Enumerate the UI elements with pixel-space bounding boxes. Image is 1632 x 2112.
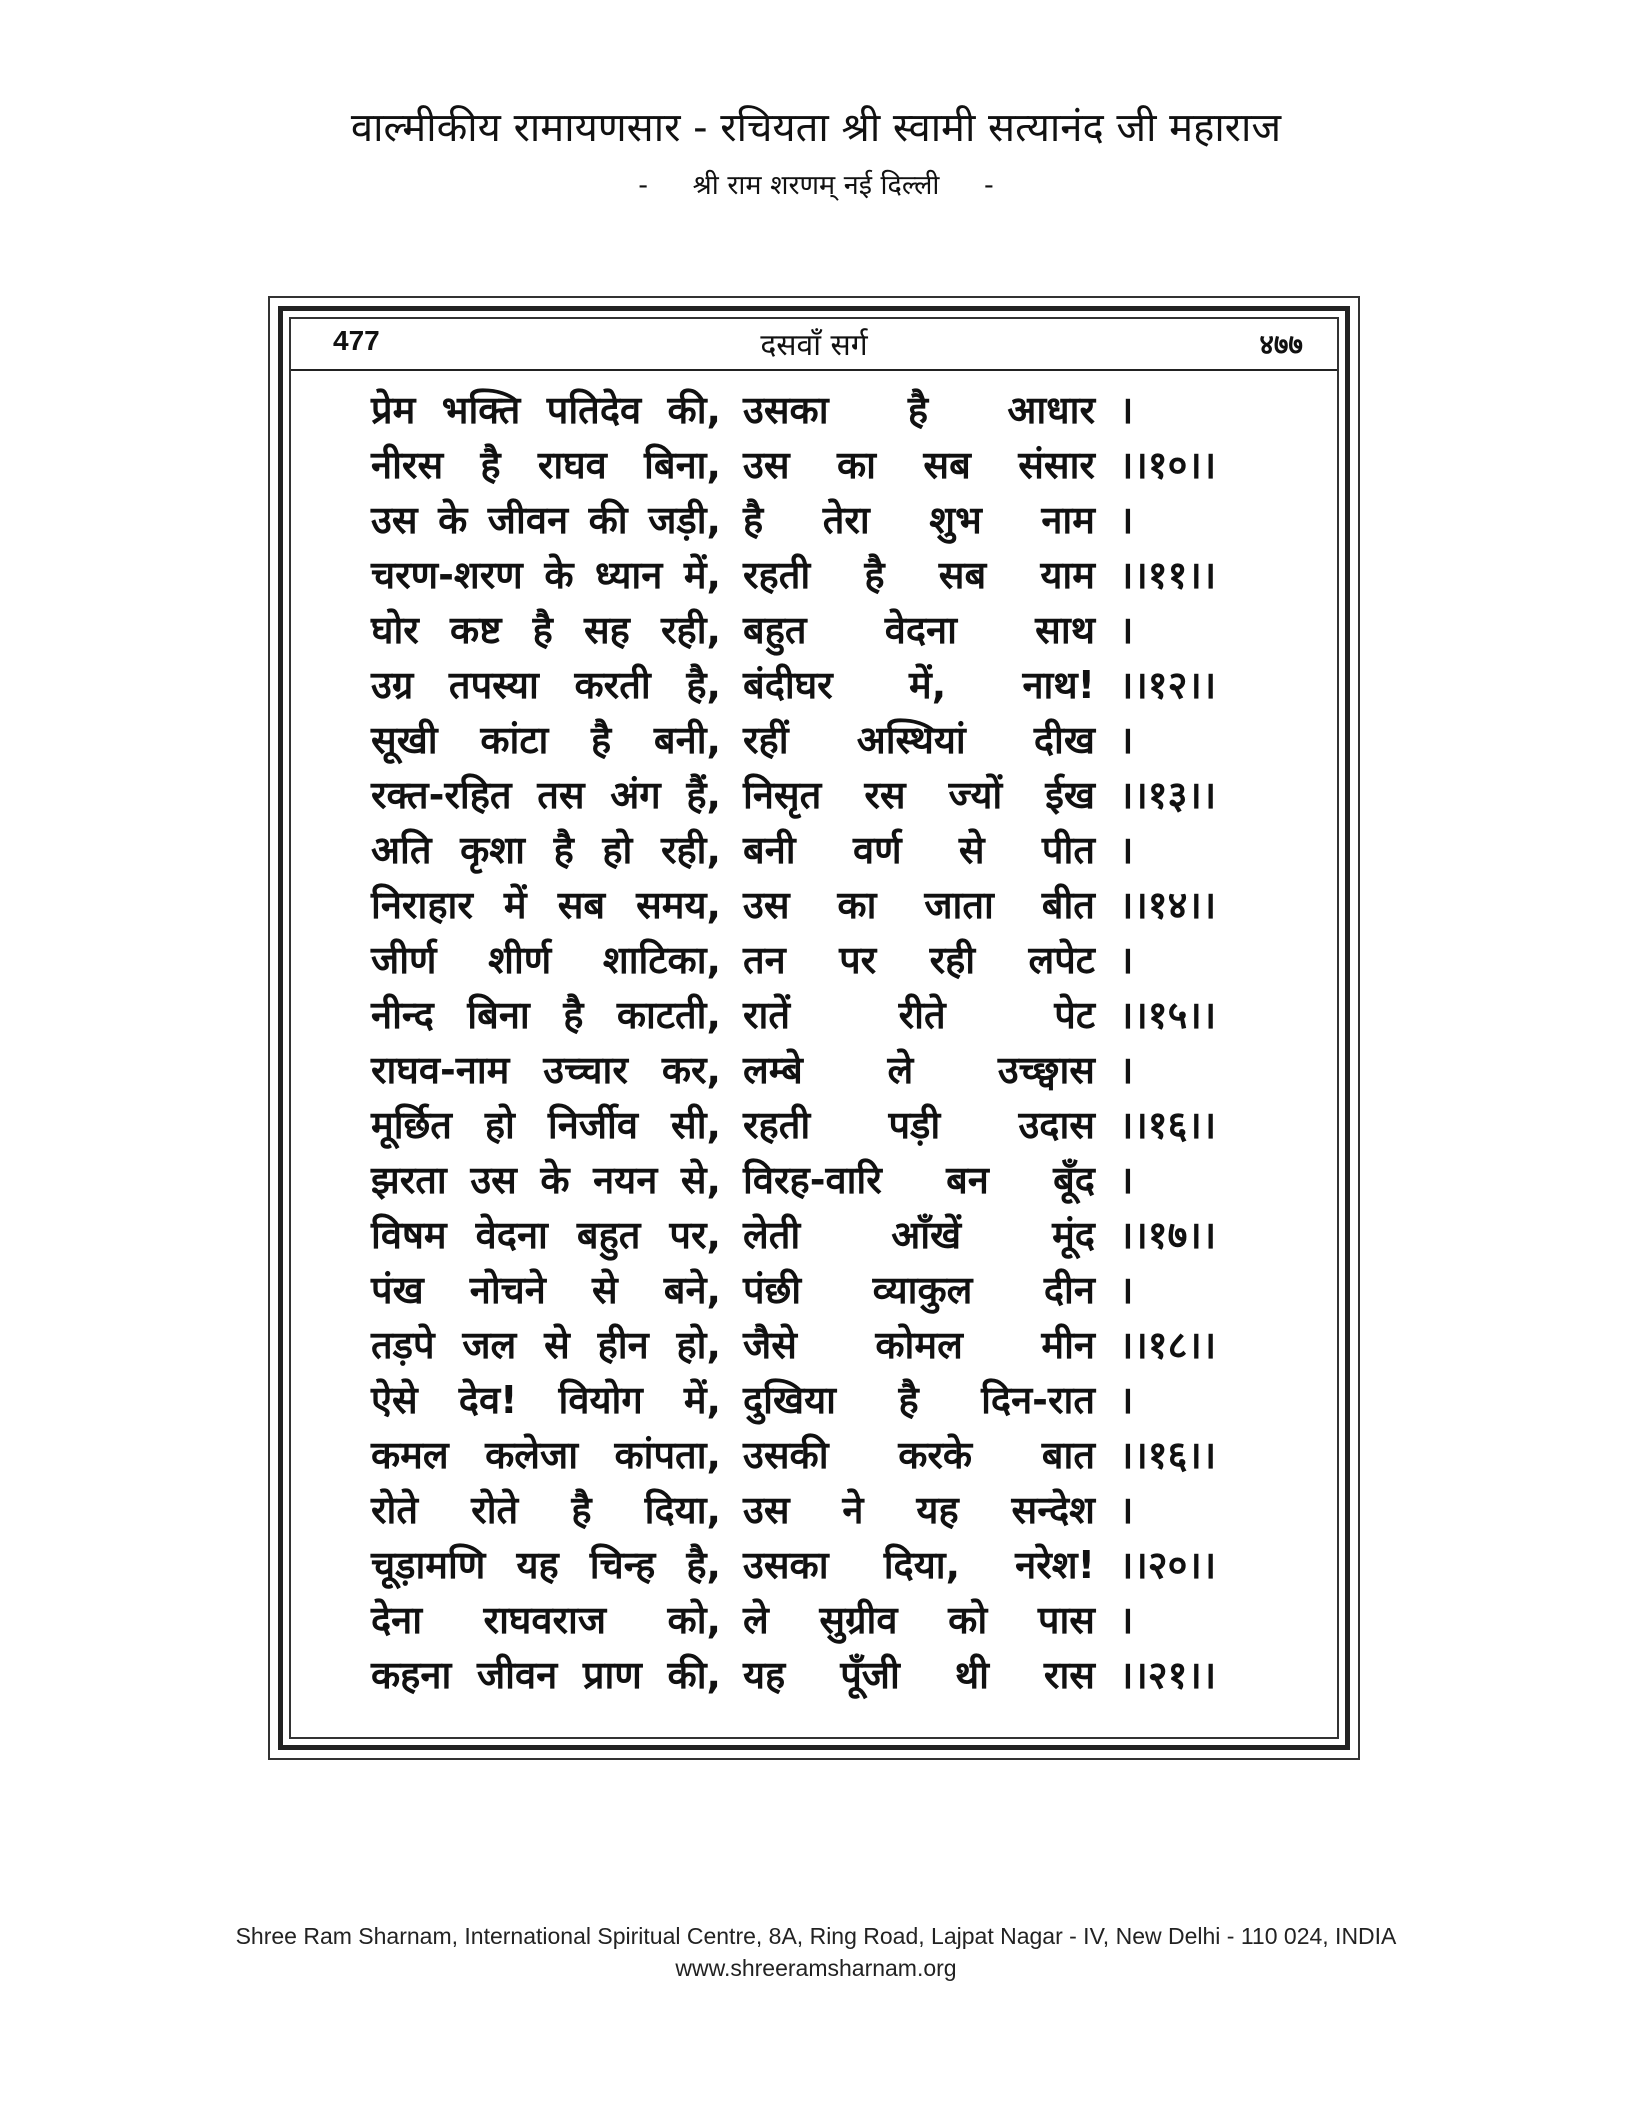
verse-marker: । [1119,1378,1134,1422]
page-running-head [291,319,1337,371]
verse-first-half: तड़पे जल से हीन हो, [371,1323,721,1367]
verse-marker: ।।१६।। [1119,1433,1217,1477]
verse-second-half: रहीं अस्थियां दीख [743,718,1095,762]
verse-second-half: रहती पड़ी उदास [743,1103,1095,1147]
verse-line [371,603,1271,658]
verse-marker: ।।१२।। [1119,663,1217,707]
footer-website: www.shreeramsharnam.org [675,1955,957,1981]
verse-line [371,823,1271,878]
verse-list [371,383,1271,1703]
verse-line [371,768,1271,823]
publisher-name: श्री राम शरणम् नई दिल्ली [692,170,940,201]
verse-second-half: दुखिया है दिन-रात [743,1378,1095,1422]
verse-line [371,493,1271,548]
verse-marker: । [1119,1048,1134,1092]
verse-second-half: बहुत वेदना साथ [743,608,1095,652]
verse-first-half: रोते रोते है दिया, [371,1488,721,1532]
verse-marker: । [1119,1598,1134,1642]
page-number-english: 477 [333,325,380,356]
verse-second-half: लेती आँखें मूंद [743,1213,1095,1257]
verse-second-half: उसका दिया, नरेश! [743,1543,1095,1587]
verse-marker: । [1119,718,1134,762]
verse-marker: ।।११।। [1119,553,1217,597]
verse-marker: । [1119,1158,1134,1202]
verse-second-half: उसका है आधार [743,388,1095,432]
verse-second-half: पंछी व्याकुल दीन [743,1268,1095,1312]
verse-line [371,1153,1271,1208]
book-title: वाल्मीकीय रामायणसार - रचियता श्री स्वामी सत्यानंद जी महाराज [350,105,1282,151]
verse-line [371,713,1271,768]
verse-line [371,1098,1271,1153]
verse-first-half: नीन्द बिना है काटती, [371,993,721,1037]
verse-first-half: ऐसे देव! वियोग में, [371,1378,721,1422]
verse-line [371,1648,1271,1703]
verse-marker: । [1119,388,1134,432]
verse-marker: ।।१५।। [1119,993,1217,1037]
verse-line [371,1593,1271,1648]
verse-marker: ।।१७।। [1119,1213,1217,1257]
verse-marker: । [1119,938,1134,982]
verse-line [371,1373,1271,1428]
verse-second-half: यह पूँजी थी रास [743,1653,1095,1697]
verse-second-half: बंदीघर में, नाथ! [743,663,1095,707]
publisher-dash-left: - [638,170,649,201]
verse-first-half: घोर कष्ट है सह रही, [371,608,721,652]
page-frame [268,296,1360,1760]
document-footer [0,1920,1632,1984]
verse-first-half: राघव-नाम उच्चार कर, [371,1048,721,1092]
verse-marker: ।।१४।। [1119,883,1217,927]
verse-second-half: रातें रीते पेट [743,993,1095,1037]
verse-first-half: झरता उस के नयन से, [371,1158,721,1202]
chapter-title: दसवाँ सर्ग [760,328,868,363]
verse-second-half: उस ने यह सन्देश [743,1488,1095,1532]
verse-line [371,1263,1271,1318]
verse-first-half: अति कृशा है हो रही, [371,828,721,872]
verse-first-half: रक्त-रहित तस अंग हैं, [371,773,721,817]
document-header [0,100,1632,208]
verse-first-half: मूर्छित हो निर्जीव सी, [371,1103,721,1147]
verse-first-half: प्रेम भक्ति पतिदेव की, [371,388,721,432]
verse-line [371,1318,1271,1373]
verse-second-half: उस का सब संसार [743,443,1095,487]
verse-marker: ।।१६।। [1119,1103,1217,1147]
verse-second-half: उस का जाता बीत [743,883,1095,927]
verse-line [371,1483,1271,1538]
verse-second-half: जैसे कोमल मीन [743,1323,1095,1367]
page-content-box [289,317,1339,1739]
verse-line [371,383,1271,438]
page-frame-border [278,306,1350,1750]
verse-first-half: नीरस है राघव बिना, [371,443,721,487]
publisher-line [0,164,1632,208]
verse-first-half: कहना जीवन प्राण की, [371,1653,721,1697]
verse-line [371,438,1271,493]
verse-marker: ।।२०।। [1119,1543,1217,1587]
verse-second-half: है तेरा शुभ नाम [743,498,1095,542]
verse-first-half: सूखी कांटा है बनी, [371,718,721,762]
verse-first-half: उग्र तपस्या करती है, [371,663,721,707]
verse-first-half: पंख नोचने से बने, [371,1268,721,1312]
verse-marker: । [1119,498,1134,542]
verse-second-half: तन पर रही लपेट [743,938,1095,982]
verse-marker: ।।१३।। [1119,773,1217,817]
verse-first-half: चूड़ामणि यह चिन्ह है, [371,1543,721,1587]
verse-line [371,1208,1271,1263]
verse-line [371,1428,1271,1483]
verse-line [371,548,1271,603]
verse-second-half: लम्बे ले उच्छ्वास [743,1048,1095,1092]
verse-marker: ।।२१।। [1119,1653,1217,1697]
verse-marker: ।।१०।। [1119,443,1217,487]
footer-address: Shree Ram Sharnam, International Spiritual Centre, 8A, Ring Road, Lajpat Nagar - IV, New Delhi - 110 024, INDIA [235,1923,1397,1949]
verse-first-half: देना राघवराज को, [371,1598,721,1642]
page-number-hindi: ४७७ [1259,328,1303,361]
verse-marker: । [1119,608,1134,652]
verse-first-half: जीर्ण शीर्ण शाटिका, [371,938,721,982]
verse-line [371,658,1271,713]
verse-first-half: चरण-शरण के ध्यान में, [371,553,721,597]
verse-second-half: बनी वर्ण से पीत [743,828,1095,872]
publisher-dash-right: - [983,170,994,201]
verse-second-half: रहती है सब याम [743,553,1095,597]
verse-first-half: कमल कलेजा कांपता, [371,1433,721,1477]
verse-marker: । [1119,1488,1134,1532]
verse-first-half: निराहार में सब समय, [371,883,721,927]
verse-second-half: विरह-वारि बन बूँद [743,1158,1095,1202]
verse-marker: । [1119,828,1134,872]
verse-second-half: निसृत रस ज्यों ईख [743,773,1095,817]
verse-marker: । [1119,1268,1134,1312]
verse-line [371,933,1271,988]
verse-second-half: ले सुग्रीव को पास [743,1598,1095,1642]
verse-line [371,878,1271,933]
verse-line [371,1043,1271,1098]
verse-first-half: विषम वेदना बहुत पर, [371,1213,721,1257]
verse-first-half: उस के जीवन की जड़ी, [371,498,721,542]
verse-line [371,1538,1271,1593]
verse-marker: ।।१८।। [1119,1323,1217,1367]
verse-second-half: उसकी करके बात [743,1433,1095,1477]
verse-line [371,988,1271,1043]
